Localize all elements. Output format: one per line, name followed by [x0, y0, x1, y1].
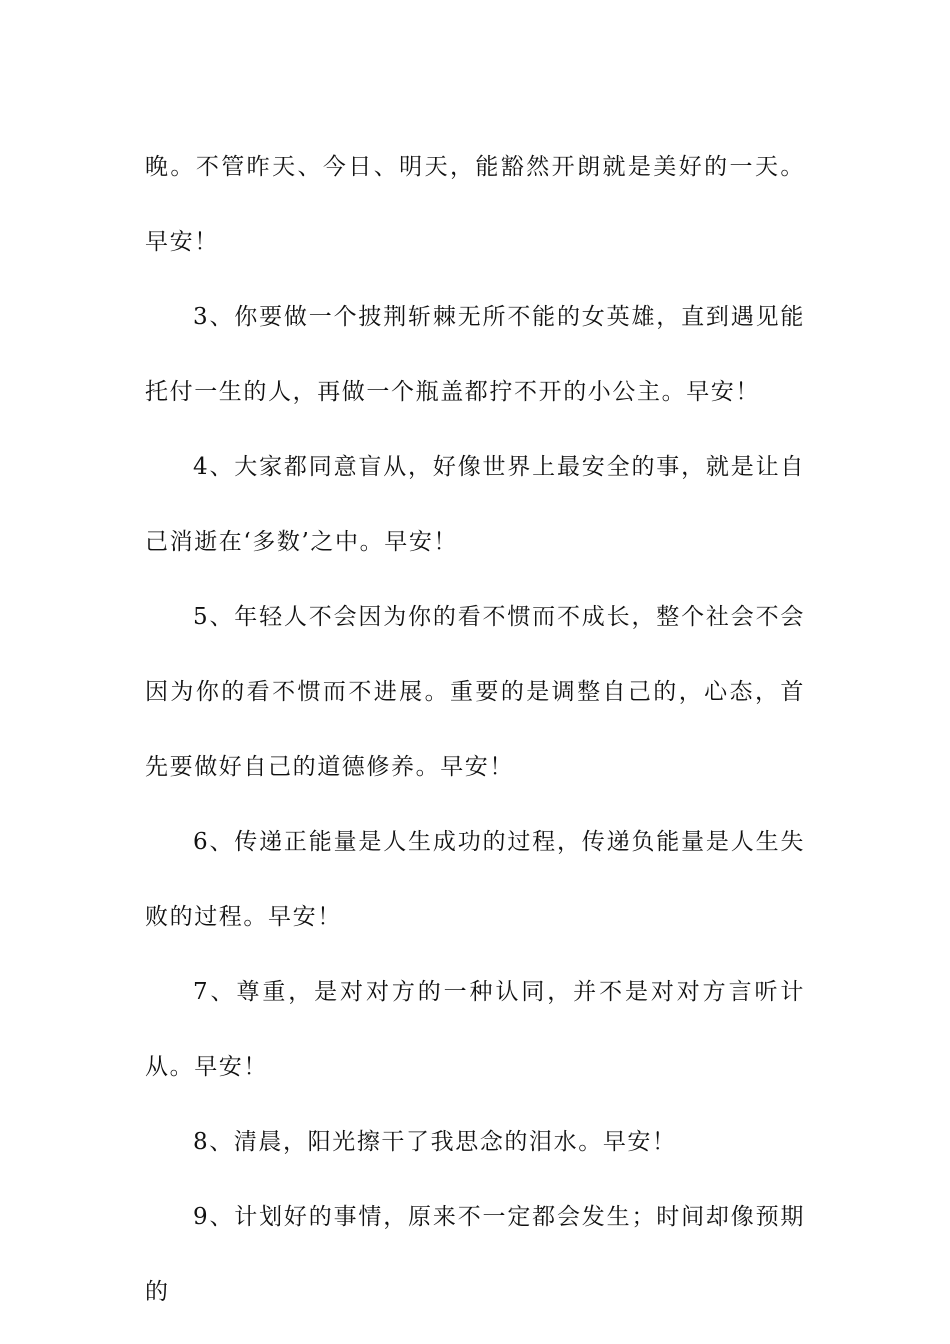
paragraph-4: 4、大家都同意盲从，好像世界上最安全的事，就是让自己消逝在‘多数’之中。早安！	[145, 454, 805, 555]
document-body	[145, 130, 805, 1330]
paragraph-5: 5、年轻人不会因为你的看不惯而不成长，整个社会不会因为你的看不惯而不进展。重要的是调整自己的，心态，首先要做好自己的道德修养。早安！	[145, 604, 805, 780]
paragraph-8: 8、清晨，阳光擦干了我思念的泪水。早安！	[193, 1129, 677, 1155]
paragraph-6: 6、传递正能量是人生成功的过程，传递负能量是人生失败的过程。早安！	[145, 829, 805, 930]
paragraph-9: 9、计划好的事情，原来不一定都会发生；时间却像预期的	[145, 1204, 805, 1305]
paragraph-continuation: 晚。不管昨天、今日、明天，能豁然开朗就是美好的一天。早安！	[145, 154, 805, 255]
paragraph-3: 3、你要做一个披荆斩棘无所不能的女英雄，直到遇见能托付一生的人，再做一个瓶盖都拧不开的小公主。早安！	[145, 304, 805, 405]
paragraph-7: 7、尊重，是对对方的一种认同，并不是对对方言听计从。早安！	[145, 979, 805, 1080]
